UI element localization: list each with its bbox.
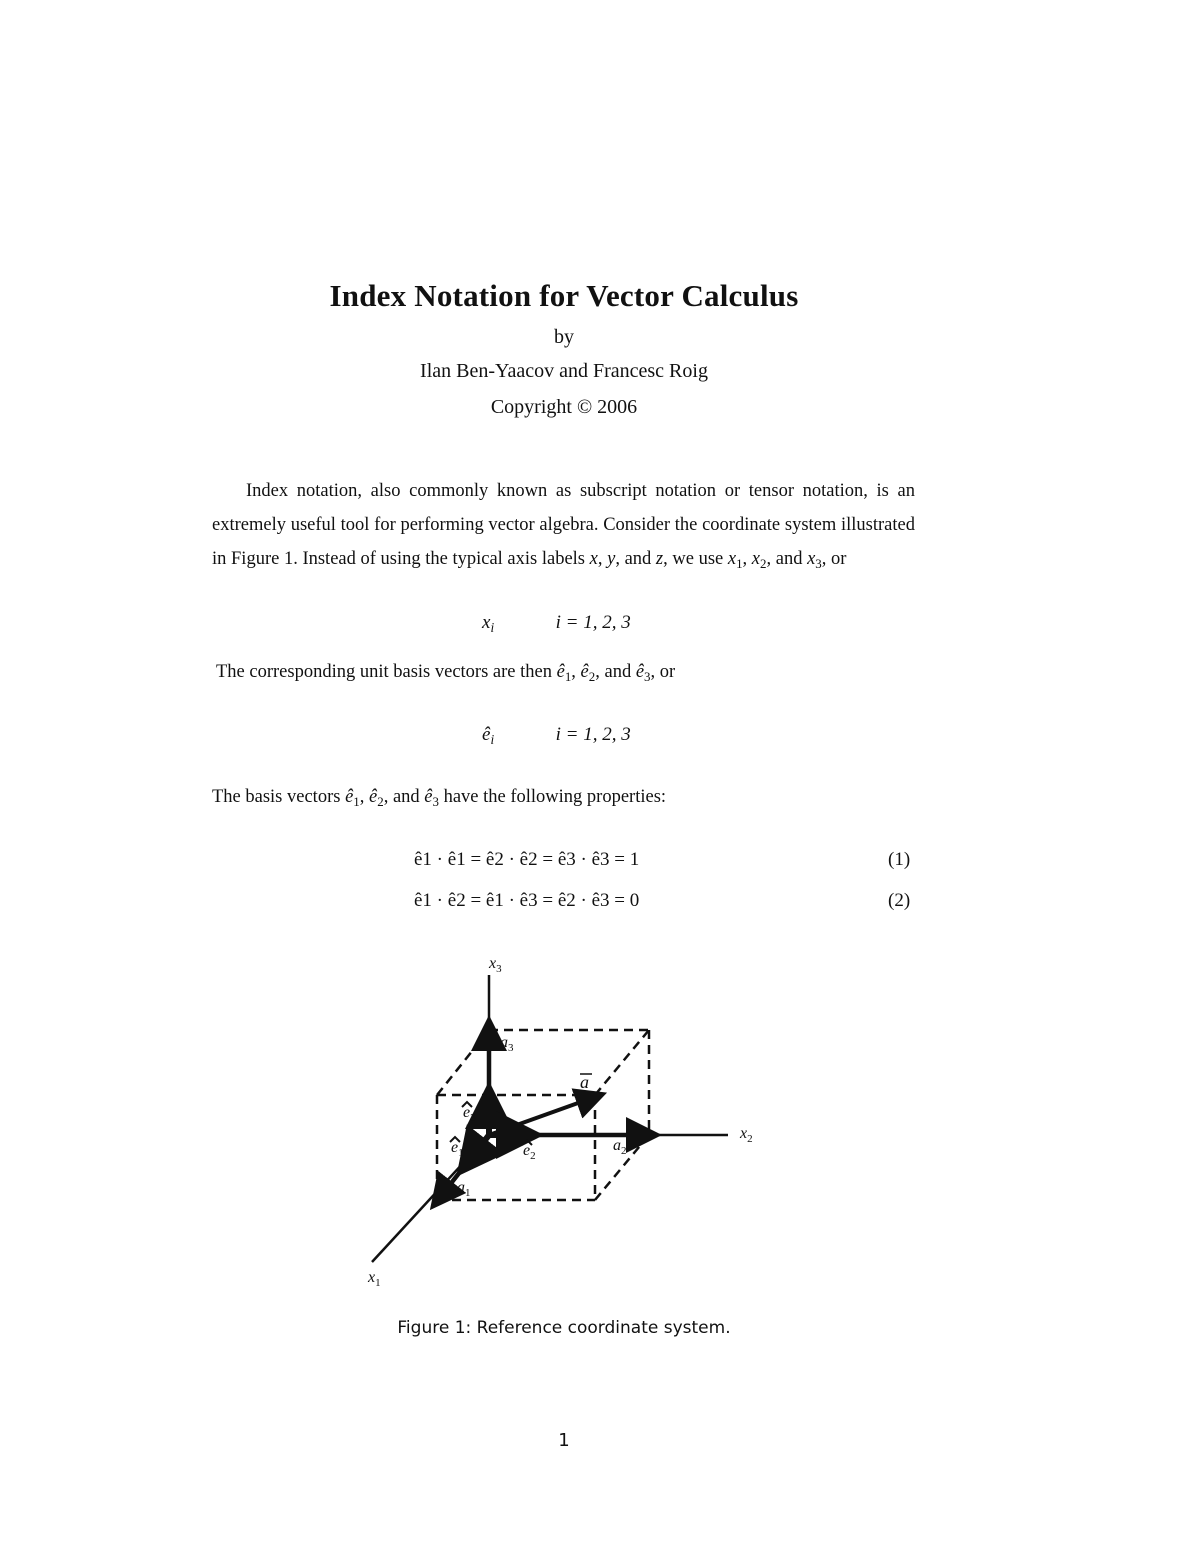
paragraph-intro: Index notation, also commonly known as subscript notation or tensor notation, is an extremely useful tool for performing vector algebra. Consider the coordinate system illustrated in Figure 1. Instead of using the typical axis labels x, y, and z, we use $x_1$, $x_2$, and $x_3$, or <box>212 481 915 571</box>
authors: Ilan Ben-Yaacov and Francesc Roig <box>420 360 708 382</box>
equation-xi: $x_i$ i = 1, 2, 3 <box>482 612 631 635</box>
a-vector-label: a <box>580 1072 589 1092</box>
equation-1: ê1 · ê1 = ê2 · ê2 = ê3 · ê3 = 1 <box>414 849 640 870</box>
x1-label: $x_1$ <box>368 1269 381 1289</box>
e3-label: $e_3$ <box>463 1104 476 1124</box>
a2-label: $a_2$ <box>613 1137 627 1157</box>
equation-2: ê1 · ê2 = ê1 · ê3 = ê2 · ê3 = 0 <box>414 890 640 911</box>
byline: by <box>554 326 574 348</box>
page-number: 1 <box>558 1430 570 1451</box>
paragraph-properties: The basis vectors $ê_1$, $ê_2$, and $ê_3$ have the following properties: <box>212 787 667 809</box>
figure-caption: Figure 1: Reference coordinate system. <box>397 1318 731 1338</box>
equation-ei: $ê_i$ i = 1, 2, 3 <box>482 724 631 747</box>
paragraph-basis: The corresponding unit basis vectors are then $ê_1$, $ê_2$, and $ê_3$, or <box>216 662 676 684</box>
equation-2-number: (2) <box>888 890 911 911</box>
e1-label: $e_1$ <box>451 1139 464 1159</box>
paper-title: Index Notation for Vector Calculus <box>329 278 799 313</box>
x3-label: $x_3$ <box>489 955 502 975</box>
a3-label: $a_3$ <box>500 1034 514 1054</box>
e2-label: $e_2$ <box>523 1142 536 1162</box>
equation-1-number: (1) <box>888 849 911 870</box>
a-vector <box>489 1098 592 1135</box>
e1-vector <box>471 1135 489 1158</box>
a1-label: $a_1$ <box>457 1179 471 1199</box>
copyright: Copyright © 2006 <box>490 396 638 418</box>
x2-label: $x_2$ <box>740 1125 753 1145</box>
